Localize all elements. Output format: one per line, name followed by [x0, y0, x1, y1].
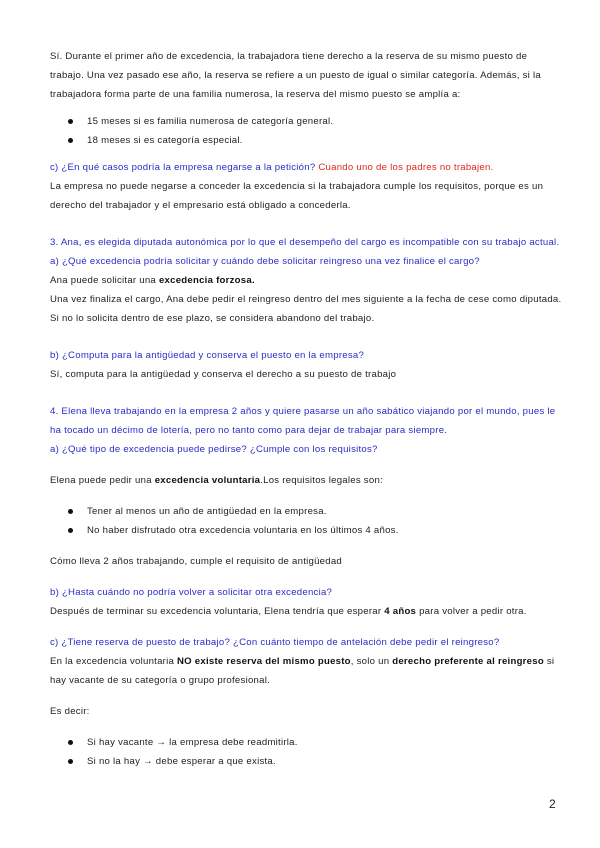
question-3b: b) ¿Computa para la antigüedad y conserva el puesto en la empresa? — [50, 350, 365, 361]
question-c-answer-red: Cuando uno de los padres no trabajen. — [318, 162, 494, 173]
list-item: 18 meses si es categoría especial. — [50, 131, 562, 150]
list-item: No haber disfrutado otra excedencia voluntaria en los últimos 4 años. — [50, 521, 562, 540]
bullet-list-familia-numerosa — [50, 112, 562, 150]
answer-4a-conclusion: Cómo lleva 2 años trabajando, cumple el requisito de antigüedad — [50, 556, 343, 567]
answer-4b-post: para volver a pedir otra. — [416, 606, 527, 617]
document-page — [50, 47, 562, 771]
list-item: Tener al menos un año de antigüedad en la empresa. — [50, 502, 562, 521]
list-item: Si hay vacante → la empresa debe readmitirla. — [50, 733, 562, 752]
es-decir: Es decir: — [50, 706, 90, 717]
answer-3b: Sí, computa para la antigüedad y conserva el derecho a su puesto de trabajo — [50, 369, 397, 380]
case-3-heading: 3. Ana, es elegida diputada autonómica por lo que el desempeño del cargo es incompatible con su trabajo actual. — [50, 237, 560, 248]
paragraph-reserva: Sí. Durante el primer año de excedencia, la trabajadora tiene derecho a la reserva de su mismo puesto de trabajo. Una vez pasado ese año, la reserva se refiere a un puesto de igual o similar categoría. Además, si la trabajadora forma parte de una familia numerosa, la reserva del mismo puesto se amplía a: — [50, 51, 541, 100]
question-c — [50, 158, 562, 177]
answer-4a — [50, 471, 562, 490]
answer-3a — [50, 271, 562, 290]
answer-3a-detail: Una vez finaliza el cargo, Ana debe pedir el reingreso dentro del mes siguiente a la fecha de cese como diputada. Si no lo solicita dentro de ese plazo, se considera abandono del trabajo. — [50, 294, 562, 324]
question-4b: b) ¿Hasta cuándo no podría volver a solicitar otra excedencia? — [50, 587, 333, 598]
question-4a: a) ¿Qué tipo de excedencia puede pedirse? ¿Cumple con los requisitos? — [50, 444, 378, 455]
answer-4b-bold: 4 años — [384, 606, 417, 617]
answer-4c-bold-1: NO existe reserva del mismo puesto — [177, 656, 351, 667]
question-c-text: c) ¿En qué casos podría la empresa negarse a la petición? — [50, 162, 316, 173]
list-item: Si no la hay → debe esperar a que exista. — [50, 752, 562, 771]
case-4-heading: 4. Elena lleva trabajando en la empresa 2 años y quiere pasarse un año sabático viajando por el mundo, pues le ha tocado un décimo de lotería, pero no tanto como para dejar de trabajar para siempre. — [50, 406, 556, 436]
list-item: 15 meses si es familia numerosa de categoría general. — [50, 112, 562, 131]
question-3a: a) ¿Qué excedencia podría solicitar y cuándo debe solicitar reingreso una vez finalice el cargo? — [50, 256, 480, 267]
answer-4a-bold: excedencia voluntaria — [154, 475, 261, 486]
answer-4b-text: Después de terminar su excedencia voluntaria, Elena tendría que esperar — [50, 606, 385, 617]
answer-4c-text-3: si hay vacante de su categoría o grupo profesional. — [50, 656, 555, 686]
answer-c: La empresa no puede negarse a conceder la excedencia si la trabajadora cumple los requisitos, porque es un derecho del trabajador y el empresario está obligado a concederla. — [50, 181, 544, 211]
answer-4c-text: En la excedencia voluntaria — [50, 656, 177, 667]
answer-4a-post: .Los requisitos legales son: — [260, 475, 383, 486]
bullet-list-vacante — [50, 733, 562, 771]
answer-4c-text-2: , solo un — [350, 656, 393, 667]
answer-4a-text: Elena puede pedir una — [50, 475, 155, 486]
question-4c: c) ¿Tiene reserva de puesto de trabajo? ¿Con cuánto tiempo de antelación debe pedir el reingreso? — [50, 637, 500, 648]
answer-3a-bold: excedencia forzosa. — [158, 275, 255, 286]
bullet-list-requisitos — [50, 502, 562, 540]
page-number: 2 — [549, 797, 556, 811]
answer-4c-bold-2: derecho preferente al reingreso — [392, 656, 544, 667]
answer-3a-text: Ana puede solicitar una — [50, 275, 159, 286]
answer-4c — [50, 652, 562, 690]
answer-4b — [50, 602, 562, 621]
